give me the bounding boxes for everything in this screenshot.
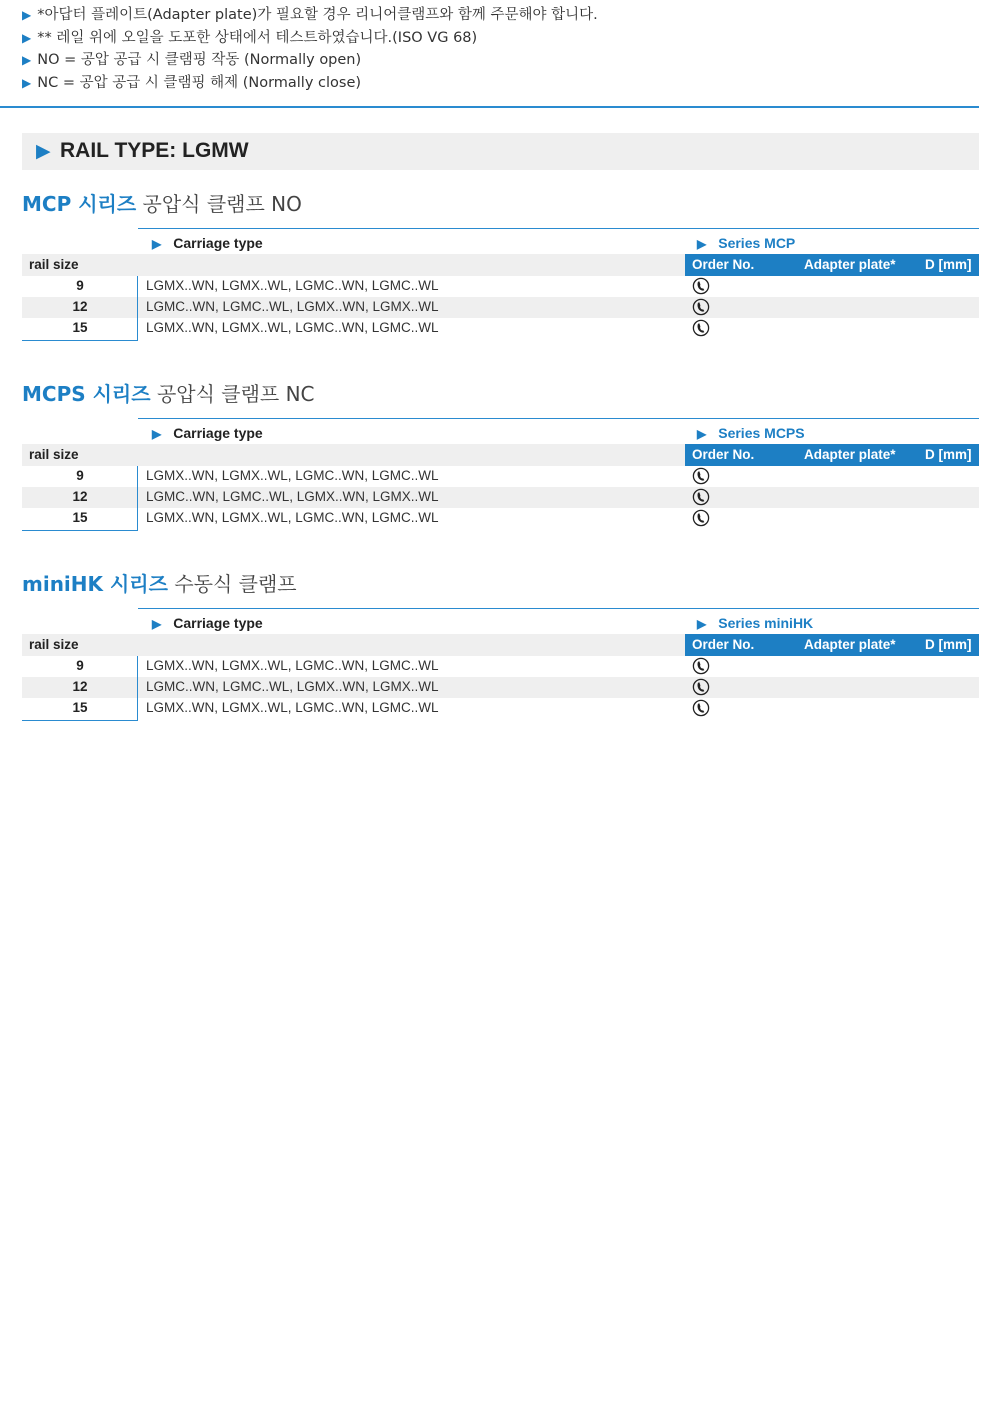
triangle-bullet-icon: ▶ — [22, 75, 32, 90]
triangle-bullet-icon: ▶ — [36, 140, 51, 162]
table-top-rule — [138, 608, 979, 609]
rail-size-value: 12 — [72, 679, 88, 694]
rail-size-header — [22, 254, 685, 276]
notes-list — [22, 4, 598, 94]
carriage-type-header: ▶ Carriage type — [152, 425, 263, 441]
rail-size-label: rail size — [29, 257, 79, 272]
section-description: 공압식 클램프 NO — [142, 192, 302, 216]
carriage-type-value: LGMC..WN, LGMC..WL, LGMX..WN, LGMX..WL — [146, 679, 439, 694]
triangle-bullet-icon: ▶ — [697, 237, 707, 251]
phone-icon — [692, 699, 710, 717]
d-mm-header: D [mm] — [925, 447, 972, 462]
notes-divider — [0, 106, 979, 108]
rail-size-value: 9 — [76, 278, 84, 293]
rail-size-value: 12 — [72, 299, 88, 314]
triangle-bullet-icon: ▶ — [697, 427, 707, 441]
rail-size-value: 12 — [72, 489, 88, 504]
section-series-name: MCP 시리즈 — [22, 192, 137, 216]
rail-type-band — [22, 133, 979, 170]
table-top-rule — [138, 418, 979, 419]
section-series-name: miniHK 시리즈 — [22, 572, 168, 596]
order-header-bar — [685, 634, 979, 656]
table-row — [22, 318, 979, 339]
triangle-bullet-icon: ▶ — [152, 237, 162, 251]
table-row — [22, 276, 979, 297]
rail-size-label: rail size — [29, 637, 79, 652]
triangle-bullet-icon: ▶ — [152, 617, 162, 631]
carriage-type-value: LGMC..WN, LGMC..WL, LGMX..WN, LGMX..WL — [146, 299, 439, 314]
section-series-name: MCPS 시리즈 — [22, 382, 151, 406]
rail-type-label: RAIL TYPE: LGMW — [60, 139, 249, 162]
note-item: ▶ *아답터 플레이트(Adapter plate)가 필요할 경우 리니어클램프와 함께 주문해야 합니다. — [22, 4, 598, 27]
series-header: ▶ Series miniHK — [697, 615, 814, 631]
phone-icon — [692, 488, 710, 506]
note-item: ▶ NO = 공압 공급 시 클램핑 작동 (Normally open) — [22, 49, 598, 72]
section-title — [22, 378, 315, 407]
rail-size-value: 9 — [76, 658, 84, 673]
table-row — [22, 466, 979, 487]
note-item: ▶ NC = 공압 공급 시 클램핑 해제 (Normally close) — [22, 72, 598, 95]
table-row — [22, 677, 979, 698]
adapter-plate-header: Adapter plate* — [804, 257, 896, 272]
rail-size-value: 15 — [72, 510, 88, 525]
order-no-header: Order No. — [692, 447, 755, 462]
carriage-type-header: ▶ Carriage type — [152, 615, 263, 631]
triangle-bullet-icon: ▶ — [22, 53, 32, 68]
phone-icon — [692, 509, 710, 527]
phone-icon — [692, 657, 710, 675]
adapter-plate-header: Adapter plate* — [804, 447, 896, 462]
rail-size-value: 15 — [72, 700, 88, 715]
section-mcps — [0, 378, 1000, 548]
table-row — [22, 508, 979, 529]
section-title — [22, 188, 302, 217]
d-mm-header: D [mm] — [925, 257, 972, 272]
series-header: ▶ Series MCPS — [697, 425, 805, 441]
carriage-type-header: ▶ Carriage type — [152, 235, 263, 251]
table-row — [22, 698, 979, 719]
triangle-bullet-icon: ▶ — [697, 617, 707, 631]
carriage-type-value: LGMX..WN, LGMX..WL, LGMC..WN, LGMC..WL — [146, 700, 439, 715]
adapter-plate-header: Adapter plate* — [804, 637, 896, 652]
phone-icon — [692, 298, 710, 316]
phone-icon — [692, 319, 710, 337]
triangle-bullet-icon: ▶ — [22, 30, 32, 45]
series-header: ▶ Series MCP — [697, 235, 796, 251]
rail-size-header — [22, 444, 685, 466]
carriage-type-value: LGMX..WN, LGMX..WL, LGMC..WN, LGMC..WL — [146, 320, 439, 335]
rail-size-label: rail size — [29, 447, 79, 462]
carriage-type-value: LGMX..WN, LGMX..WL, LGMC..WN, LGMC..WL — [146, 278, 439, 293]
d-mm-header: D [mm] — [925, 637, 972, 652]
phone-icon — [692, 678, 710, 696]
phone-icon — [692, 467, 710, 485]
table-row — [22, 487, 979, 508]
carriage-type-value: LGMX..WN, LGMX..WL, LGMC..WN, LGMC..WL — [146, 510, 439, 525]
section-title — [22, 568, 297, 597]
triangle-bullet-icon: ▶ — [152, 427, 162, 441]
section-mcp — [0, 188, 1000, 358]
section-description: 공압식 클램프 NC — [156, 382, 315, 406]
table-row — [22, 656, 979, 677]
rail-size-value: 15 — [72, 320, 88, 335]
carriage-type-value: LGMX..WN, LGMX..WL, LGMC..WN, LGMC..WL — [146, 658, 439, 673]
order-no-header: Order No. — [692, 257, 755, 272]
note-item: ▶ ** 레일 위에 오일을 도포한 상태에서 테스트하였습니다.(ISO VG 68) — [22, 27, 598, 50]
order-no-header: Order No. — [692, 637, 755, 652]
section-minihk — [0, 568, 1000, 738]
table-top-rule — [138, 228, 979, 229]
section-description: 수동식 클램프 — [174, 572, 297, 596]
phone-icon — [692, 277, 710, 295]
order-header-bar — [685, 254, 979, 276]
rail-size-value: 9 — [76, 468, 84, 483]
triangle-bullet-icon: ▶ — [22, 8, 32, 22]
rail-size-header — [22, 634, 685, 656]
carriage-type-value: LGMX..WN, LGMX..WL, LGMC..WN, LGMC..WL — [146, 468, 439, 483]
table-row — [22, 297, 979, 318]
order-header-bar — [685, 444, 979, 466]
carriage-type-value: LGMC..WN, LGMC..WL, LGMX..WN, LGMX..WL — [146, 489, 439, 504]
